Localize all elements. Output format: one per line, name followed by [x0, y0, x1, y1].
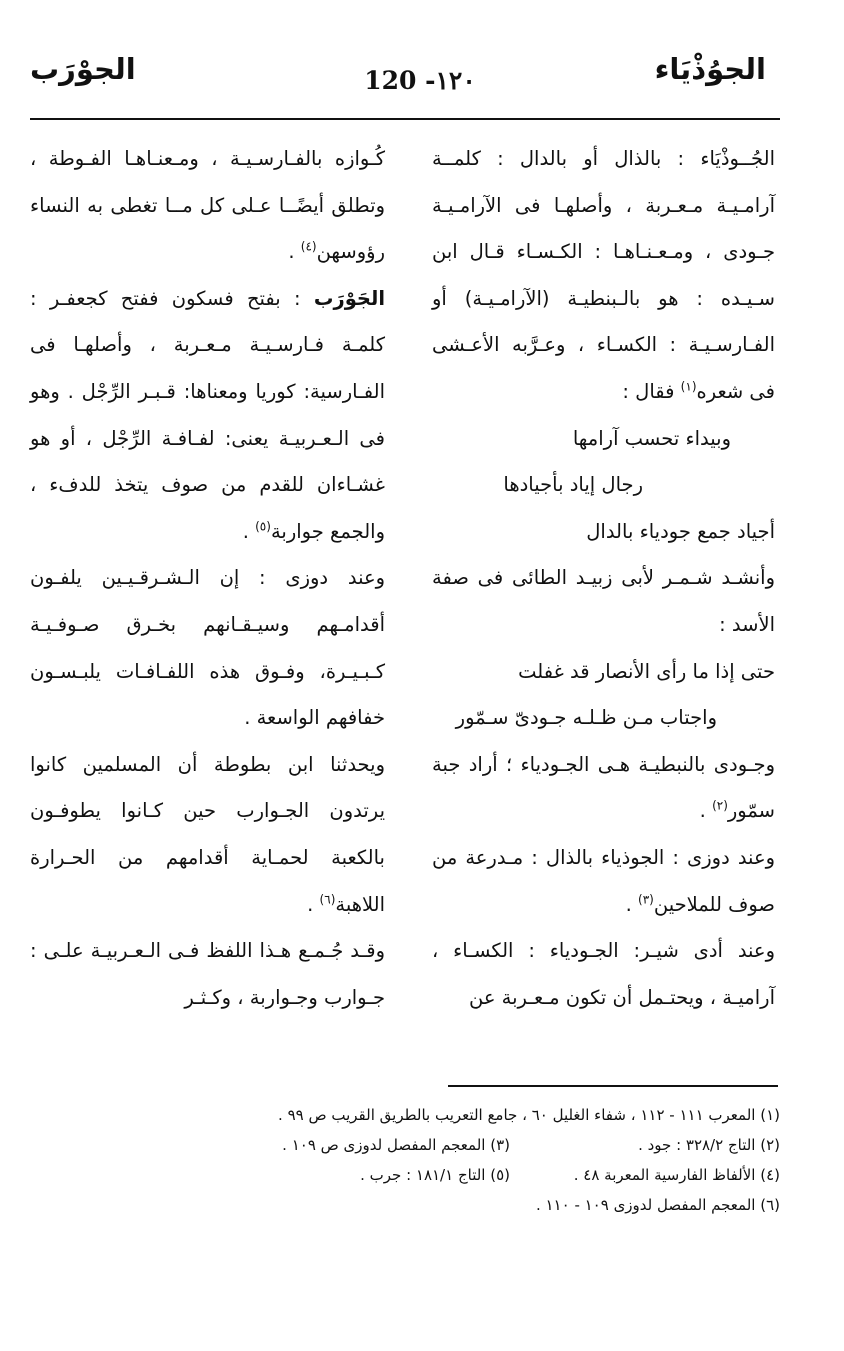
footnote-divider: [448, 1085, 778, 1087]
page-number: 120 -١٢٠: [364, 66, 476, 95]
header-divider: [30, 118, 780, 120]
verse-line: حتى إذا ما رأى الأنصار قد غفلت: [518, 659, 775, 683]
paragraph: وعند دوزى : إن الـشـرقـيـين يلفـون أقدامـهم وسيـقـانهم بخـرق صـوفـيـة كـبـيـرة، وفـوق هذه اللفـافـات يلبـسـون خفافهم الواسعة .: [30, 566, 385, 730]
paragraph-text: الجُــوذْيَاء : بالذال أو بالدال : كلمــة آرامـيـة مـعـربة ، وأصلهـا فى الآرامـيـة جـودى ، ومـعـنـاهـا : الكـسـاء قـال ابن سـيـده : هو بالـبنطيـة (الآرامـيـة) أو الفـارسـيـة : الكسـاء ، وعـرَّبه الأعـشى فى شعره: [432, 147, 775, 403]
paragraph: [30, 136, 385, 276]
footnote-row: [140, 1100, 780, 1130]
footnotes: [140, 1100, 780, 1220]
footnote-row: [140, 1190, 780, 1220]
footnote-ref: (٢): [712, 798, 728, 813]
paragraph-text: كُـوازه بالفـارسـيـة ، ومـعنـاهـا الفـوطة ، وتطلق أيضًــا عـلى كل مــا تغطى به النساء رؤوسهن: [30, 147, 385, 264]
footnote: (٤) الألفاظ الفارسية المعربة ٤٨ .: [573, 1166, 780, 1184]
footnote-row: [140, 1130, 780, 1160]
verse-line: رجال إياد بأجيادها: [503, 473, 643, 497]
paragraph-text: ويحدثنا ابن بطوطة أن المسلمين كانوا يرتدون الجـوارب حين كـانوا يطوفـون بالكعبة لحمـاية أقدامهم من الحـرارة اللاهبة: [30, 752, 385, 916]
paragraph-text: وجـودى بالنبطيـة هـى الجـودياء ؛ أراد جبة سمّور: [432, 752, 775, 823]
paragraph-text: .: [625, 892, 639, 916]
left-column: [30, 136, 385, 1021]
paragraph: [432, 742, 775, 835]
paragraph-text: : بفتح فسكون ففتح كجعفـر : كلمـة فـارسـيـة مـعـربة ، وأصلهـا فى الفـارسية: كوريا ومعناها: قـبـر الرِّجْل . وهو فى الـعـربيـة يعنى: لفـافـة الرِّجْل ، أو هو غشـاءان للقدم من صوف يتخذ للدفء ، والجمع جواربة: [30, 286, 385, 543]
paragraph-text: .: [699, 799, 713, 823]
paragraph: وعند أدى شيـر: الجـودياء : الكسـاء ، آراميـة ، ويحتـمل أن تكون مـعـربة عن: [432, 939, 775, 1009]
header-entry-left: الجوْرَب: [30, 52, 136, 86]
footnote: (٥) التاج ١٨١/١ : جرب .: [360, 1166, 510, 1184]
footnote-ref: (٦): [319, 892, 336, 906]
paragraph: [30, 742, 385, 928]
footnote-row: [140, 1160, 780, 1190]
paragraph-text: فقال :: [622, 379, 681, 403]
footnote-ref: (٣): [638, 892, 654, 906]
paragraph-text: .: [307, 892, 320, 916]
paragraph-text: .: [288, 240, 301, 264]
paragraph-text: .: [242, 519, 256, 543]
paragraph: أجياد جمع جودياء بالدال: [586, 519, 775, 543]
footnote: (١) المعرب ١١١ - ١١٢ ، شفاء الغليل ٦٠ ، جامع التعريب بالطريق القريب ص ٩٩ .: [278, 1106, 780, 1124]
paragraph-text: وعند دوزى : الجوذياء بالذال : مـدرعة من صوف للملاحين: [432, 845, 775, 916]
header-entry-right: الجوُذْيَاء: [654, 52, 766, 86]
footnote: (٦) المعجم المفصل لدوزى ١٠٩ - ١١٠ .: [535, 1196, 780, 1214]
footnote-ref: (٥): [255, 519, 271, 534]
paragraph: [432, 136, 775, 416]
verse-line: واجتاب مـن ظـلـه جـودىّ سـمّور: [455, 706, 717, 730]
paragraph: وأنشـد شـمـر لأبى زبيـد الطائى فى صفة الأسد :: [432, 566, 775, 636]
footnote: (٣) المعجم المفصل لدوزى ص ١٠٩ .: [282, 1136, 510, 1154]
footnote: (٢) التاج ٣٢٨/٢ : جود .: [638, 1136, 780, 1154]
footnote-ref: (٤): [300, 239, 317, 254]
entry-headword: الجَوْرَب: [313, 286, 385, 310]
paragraph: [30, 276, 385, 556]
paragraph: [432, 835, 775, 928]
footnote-ref: (١): [680, 379, 697, 394]
verse-line: وبيداء تحسب آرامها: [572, 426, 731, 450]
right-column: [432, 136, 775, 1021]
paragraph: وقـد جُـمـع هـذا اللفظ فـى الـعـربيـة علـى : جـوارب وجـواربة ، وكـثـر: [30, 939, 385, 1009]
